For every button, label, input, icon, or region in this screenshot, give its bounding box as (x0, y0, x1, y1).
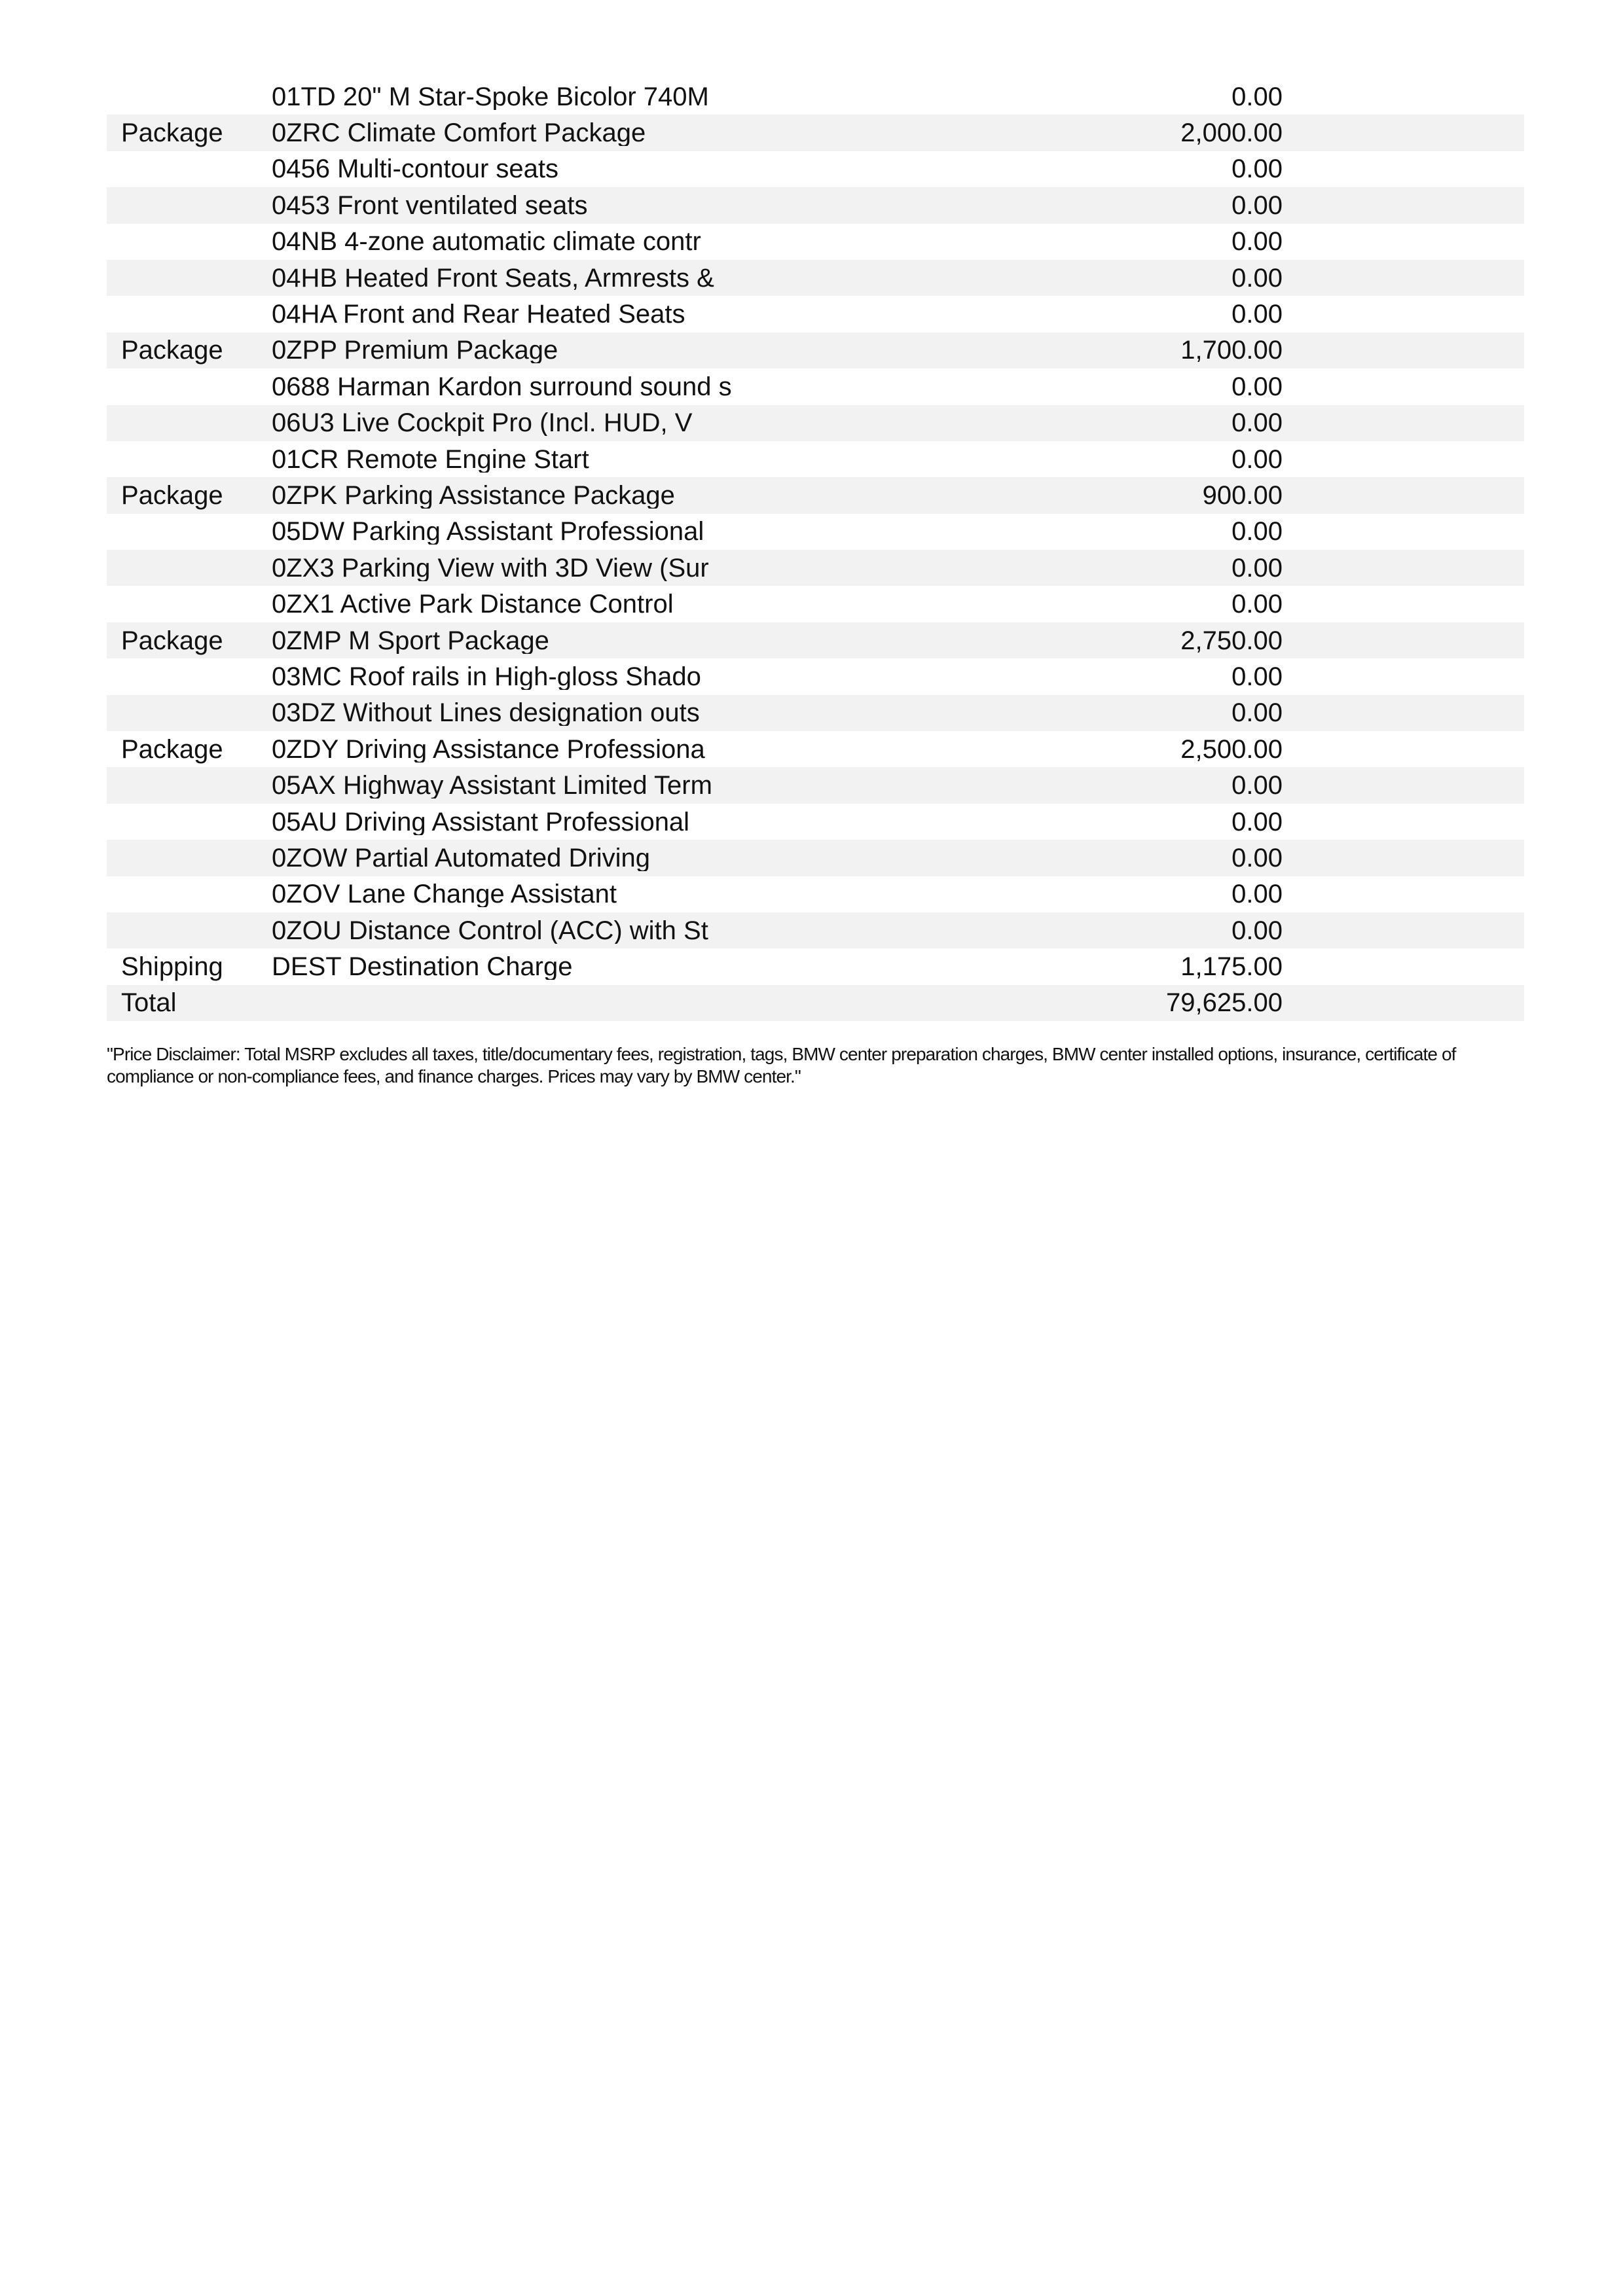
table-row (107, 622, 1524, 658)
table-row (107, 296, 1524, 332)
row-category: Shipping (121, 952, 223, 982)
row-description: 0ZX1 Active Park Distance Control (272, 591, 674, 618)
table-row (107, 187, 1524, 223)
row-amount: 0.00 (1231, 300, 1283, 329)
table-row (107, 658, 1524, 694)
row-description: 0ZOV Lane Change Assistant (272, 881, 617, 908)
row-amount: 0.00 (1231, 553, 1283, 583)
table-row (107, 405, 1524, 441)
row-amount: 0.00 (1231, 771, 1283, 800)
row-description: 03MC Roof rails in High-gloss Shado (272, 663, 701, 690)
row-amount: 0.00 (1231, 372, 1283, 401)
table-row (107, 948, 1524, 984)
table-row (107, 224, 1524, 260)
row-description: 0ZRC Climate Comfort Package (272, 120, 646, 147)
row-description: 0ZOU Distance Control (ACC) with St (272, 917, 708, 944)
row-description: 01CR Remote Engine Start (272, 446, 589, 473)
price-sheet (107, 79, 1524, 1088)
row-description: 0ZPK Parking Assistance Package (272, 482, 675, 509)
table-row (107, 332, 1524, 368)
table-row (107, 912, 1524, 948)
row-description: 01TD 20" M Star-Spoke Bicolor 740M (272, 83, 709, 110)
row-description: 0ZDY Driving Assistance Professiona (272, 736, 705, 762)
table-row (107, 695, 1524, 731)
total-amount: 79,625.00 (1166, 988, 1283, 1018)
row-description: 06U3 Live Cockpit Pro (Incl. HUD, V (272, 410, 693, 437)
row-amount: 0.00 (1231, 444, 1283, 474)
table-row (107, 550, 1524, 586)
table-row (107, 767, 1524, 803)
row-amount: 0.00 (1231, 82, 1283, 111)
row-category: Total (121, 988, 177, 1018)
row-description: 05DW Parking Assistant Professional (272, 518, 704, 545)
table-row (107, 586, 1524, 622)
table-row (107, 115, 1524, 151)
row-amount: 2,500.00 (1180, 734, 1283, 764)
row-amount: 0.00 (1231, 698, 1283, 728)
table-row (107, 151, 1524, 187)
row-description: 05AX Highway Assistant Limited Term (272, 772, 712, 799)
row-description: 05AU Driving Assistant Professional (272, 808, 690, 835)
row-description: 0ZX3 Parking View with 3D View (Sur (272, 554, 709, 581)
row-description: 0688 Harman Kardon surround sound s (272, 373, 732, 400)
table-row (107, 260, 1524, 296)
row-amount: 1,175.00 (1180, 952, 1283, 982)
row-amount: 0.00 (1231, 154, 1283, 184)
row-category: Package (121, 480, 223, 510)
row-description: 03DZ Without Lines designation outs (272, 700, 700, 726)
row-amount: 0.00 (1231, 263, 1283, 293)
row-amount: 2,750.00 (1180, 626, 1283, 655)
price-disclaimer: "Price Disclaimer: Total MSRP excludes all taxes, title/documentary fees, registration, tags, BMW center preparation charges, BMW center installed options, insurance, certificate of compliance or non-compliance fees, and finance charges. Prices may vary by BMW center." (107, 1044, 1456, 1087)
row-description: 0ZOW Partial Automated Driving (272, 844, 650, 871)
row-amount: 0.00 (1231, 843, 1283, 872)
row-category: Package (121, 336, 223, 365)
row-category: Package (121, 118, 223, 148)
table-row (107, 876, 1524, 912)
row-amount: 0.00 (1231, 880, 1283, 909)
row-description: 0ZMP M Sport Package (272, 627, 549, 654)
price-table (107, 79, 1524, 1021)
row-amount: 0.00 (1231, 517, 1283, 547)
row-description: 04HA Front and Rear Heated Seats (272, 301, 685, 328)
row-category: Package (121, 626, 223, 655)
row-amount: 0.00 (1231, 190, 1283, 220)
row-amount: 0.00 (1231, 807, 1283, 836)
row-description: DEST Destination Charge (272, 954, 573, 980)
row-amount: 2,000.00 (1180, 118, 1283, 148)
row-description: 0456 Multi-contour seats (272, 156, 559, 183)
table-row (107, 840, 1524, 876)
row-amount: 900.00 (1202, 480, 1283, 510)
row-amount: 0.00 (1231, 227, 1283, 257)
row-description: 0453 Front ventilated seats (272, 192, 588, 219)
row-description: 04NB 4-zone automatic climate contr (272, 228, 701, 255)
row-category: Package (121, 734, 223, 764)
total-row (107, 985, 1524, 1021)
table-row (107, 477, 1524, 513)
row-description: 0ZPP Premium Package (272, 337, 558, 364)
row-amount: 0.00 (1231, 662, 1283, 691)
table-row (107, 79, 1524, 115)
table-row (107, 368, 1524, 404)
row-amount: 0.00 (1231, 916, 1283, 945)
table-row (107, 514, 1524, 550)
table-row (107, 441, 1524, 477)
table-row (107, 731, 1524, 767)
row-amount: 1,700.00 (1180, 336, 1283, 365)
table-row (107, 804, 1524, 840)
row-description: 04HB Heated Front Seats, Armrests & (272, 264, 714, 291)
row-amount: 0.00 (1231, 590, 1283, 619)
row-amount: 0.00 (1231, 408, 1283, 438)
